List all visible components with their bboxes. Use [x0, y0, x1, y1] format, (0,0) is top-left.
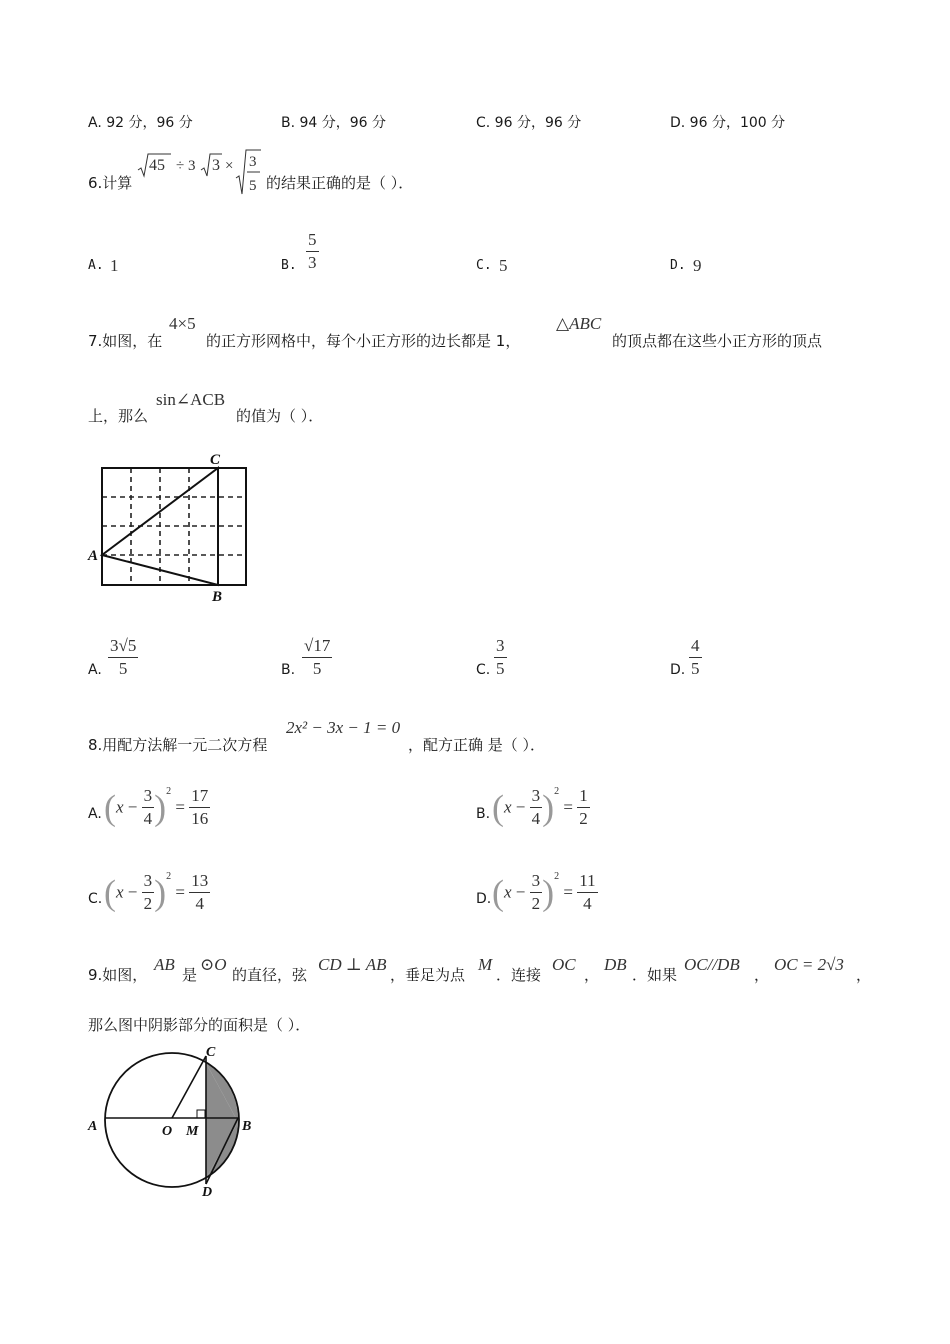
q7-option-a-value — [108, 636, 138, 679]
q6-option-a-value: 1 — [110, 256, 119, 275]
svg-text:÷ 3: ÷ 3 — [176, 158, 196, 174]
q8-a-inner-den: 4 — [143, 809, 153, 828]
q6-option-b-label: B. — [281, 258, 297, 273]
q7-label-a: A — [88, 548, 99, 564]
q7-c-num: 3 — [494, 636, 507, 658]
q8-option-a-label: A. — [88, 806, 102, 822]
q9-label-m: M — [186, 1124, 199, 1139]
svg-text:5: 5 — [249, 178, 257, 194]
q8-b-inner-num: 3 — [530, 786, 543, 808]
q9-connect: ．连接 — [496, 966, 542, 984]
q5-option-a: A. 92 分，96 分 — [88, 115, 193, 131]
q5-option-b: B. 94 分，96 分 — [281, 115, 387, 131]
q6-option-b-value — [306, 230, 319, 273]
q8-b-rhs-den: 2 — [579, 809, 588, 828]
q6-option-a-label: A. — [88, 258, 104, 273]
q8-d-rhs-num: 11 — [577, 871, 597, 893]
q7-b-den: 5 — [312, 659, 322, 678]
q9-oc: OC — [552, 955, 576, 974]
q7-option-b-value — [302, 636, 332, 679]
q9-label-d: D — [202, 1185, 213, 1200]
q9-label-o: O — [162, 1124, 173, 1139]
q8-b-inner-den: 4 — [531, 809, 541, 828]
q8-d-inner-den: 2 — [531, 894, 541, 913]
svg-text:3: 3 — [212, 157, 220, 174]
q9-figure — [86, 1044, 266, 1204]
q7-prefix: 7.如图，在 — [88, 332, 163, 350]
q7-line2-prefix: 上，那么 — [88, 407, 149, 425]
q7-option-b-label: B. — [281, 662, 296, 678]
q9-comma: ， — [584, 966, 600, 984]
q8-option-d-label: D. — [476, 891, 492, 907]
q9-db: DB — [604, 955, 627, 974]
q7-a-den: 5 — [118, 659, 128, 678]
q9-label-c: C — [206, 1045, 216, 1060]
q5-option-d: D. 96 分，100 分 — [670, 115, 786, 131]
q8-prefix: 8.用配方法解一元二次方程 — [88, 736, 268, 754]
q7-d-num: 4 — [689, 636, 702, 658]
q7-option-d-label: D. — [670, 662, 686, 678]
q8-option-b-expr: (x − $\frac{3}{4}$ )$^2$ = $\frac{1}{2}$ — [492, 786, 588, 828]
q7-b-num: √17 — [302, 636, 332, 658]
q7-option-a-label: A. — [88, 662, 102, 678]
q6-option-d-value: 9 — [693, 256, 702, 275]
svg-text:×: × — [225, 158, 234, 174]
q8-option-d-expr: (x − $\frac{3}{2}$ )$^2$ = $\frac{11}{4}$ — [492, 871, 596, 913]
q9-circle: ⊙O — [200, 955, 227, 974]
q7-option-d-value — [689, 636, 702, 679]
q8-a-rhs-num: 17 — [189, 786, 210, 808]
q8-c-inner-den: 2 — [143, 894, 153, 913]
q9-cd-perp: CD ⊥ AB — [318, 955, 387, 974]
q9-label-a: A — [88, 1119, 98, 1134]
q9-ab: AB — [154, 955, 175, 974]
q8-d-rhs-den: 4 — [583, 894, 592, 913]
q8-c-rhs-num: 13 — [189, 871, 210, 893]
q9-oc-value: OC = 2√3 — [774, 955, 844, 974]
q7-mid: 的正方形网格中，每个小正方形的边长都是 1， — [206, 332, 521, 350]
q7-label-b: B — [212, 589, 223, 605]
q8-a-inner-num: 3 — [142, 786, 155, 808]
q7-grid-size: 4×5 — [169, 314, 196, 333]
q6-expression — [136, 148, 262, 198]
q6-option-d-label: D. — [670, 258, 686, 273]
q8-d-inner-num: 3 — [530, 871, 543, 893]
q7-sin-expr: sin∠ACB — [156, 390, 226, 409]
q9-line2: 那么图中阴影部分的面积是（ ）． — [88, 1016, 311, 1034]
q7-option-c-label: C. — [476, 662, 491, 678]
q6-prefix: 6.计算 — [88, 174, 133, 192]
q8-a-rhs-den: 16 — [191, 809, 209, 828]
q9-if: ．如果 — [632, 966, 678, 984]
svg-text:45: 45 — [149, 157, 165, 174]
q6-option-c-value: 5 — [499, 256, 508, 275]
q8-c-rhs-den: 4 — [195, 894, 204, 913]
q8-equation: 2x² − 3x − 1 = 0 — [286, 718, 401, 737]
q8-suffix: ，配方正确 是（ ）． — [408, 736, 546, 754]
q7-triangle: △ABC — [556, 314, 602, 333]
q9-foot: ，垂足为点 — [390, 966, 466, 984]
q7-option-c-value — [494, 636, 507, 679]
q7-c-den: 5 — [496, 659, 505, 678]
q8-c-inner-num: 3 — [142, 871, 155, 893]
q7-tail: 的顶点都在这些小正方形的顶点 — [612, 332, 823, 350]
q7-d-den: 5 — [691, 659, 700, 678]
q9-comma2: ， — [754, 966, 770, 984]
q5-option-c: C. 96 分，96 分 — [476, 115, 582, 131]
q9-parallel: OC//DB — [684, 955, 740, 974]
q7-label-c: C — [210, 452, 221, 468]
q6-b-num: 5 — [306, 230, 319, 252]
q7-figure — [86, 448, 256, 612]
q7-line2-suffix: 的值为（ ）． — [236, 407, 324, 425]
q9-end: ， — [856, 966, 872, 984]
q9-prefix: 9.如图， — [88, 966, 148, 984]
q8-option-c-label: C. — [88, 891, 103, 907]
q9-is: 是 — [182, 966, 198, 984]
q6-option-c-label: C. — [476, 258, 492, 273]
q6-suffix: 的结果正确的是（ ）． — [266, 174, 414, 192]
q9-diam: 的直径，弦 — [232, 966, 308, 984]
q6-b-den: 3 — [308, 253, 317, 272]
q8-b-rhs-num: 1 — [577, 786, 590, 808]
q7-grid-lines — [102, 468, 246, 585]
q8-option-c-expr: (x − $\frac{3}{2}$ )$^2$ = $\frac{13}{4}$ — [104, 871, 209, 913]
q9-m: M — [478, 955, 493, 974]
q8-option-b-label: B. — [476, 806, 491, 822]
q7-a-num: 3√5 — [108, 636, 138, 658]
q9-label-b: B — [242, 1119, 252, 1134]
svg-text:3: 3 — [249, 154, 257, 170]
q8-option-a-expr: (x − $\frac{3}{4}$ )$^2$ = $\frac{17}{16}$ — [104, 786, 209, 828]
